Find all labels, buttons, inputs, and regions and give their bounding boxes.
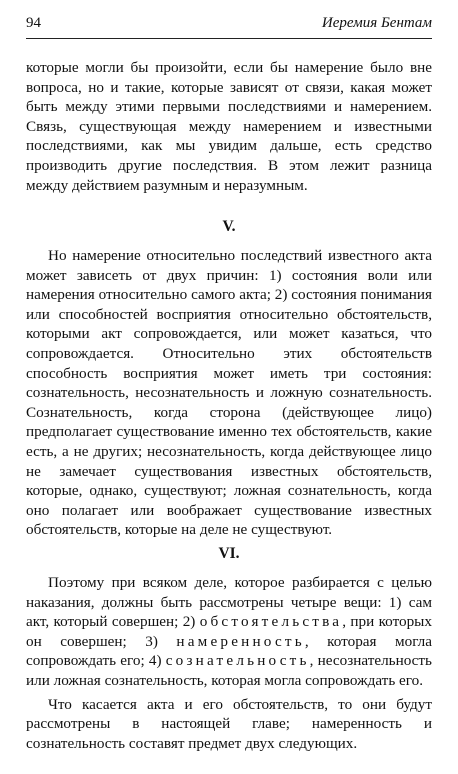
term-intentionality: намеренность bbox=[176, 632, 305, 650]
intro-paragraph-block bbox=[26, 58, 432, 195]
section-vi-p1-part2: , при которых он совершен; 3) bbox=[26, 613, 432, 650]
section-vi-p1-part4: , несознательность или ложная сознательность, которая могла сопровождать его. bbox=[26, 652, 432, 689]
section-vi-p1-part3: , которая могла сопровождать его; 4) bbox=[26, 632, 432, 670]
section-vi-heading: VI. bbox=[218, 545, 240, 562]
intro-paragraph: которые могли бы произойти, если бы намерение было вне вопроса, но и такие, которые зависят от связи, какая может быть между этими первыми последствиями и намерением. Связь, существующая между намерением и известными последствиями, как мы увидим дальше, есть средство производить другие последствия. В этом лежит разница между действием разумным и неразумным. bbox=[26, 59, 432, 194]
section-v-block bbox=[26, 246, 432, 540]
page-number: 94 bbox=[26, 15, 41, 31]
section-vi-paragraph-2: Что касается акта и его обстоятельств, то они будут рассмотрены в настоящей главе; намеренность и сознательность составят предмет двух следующих. bbox=[26, 695, 432, 752]
section-vi-p1-part1: Поэтому при всяком деле, которое разбирается с целью наказания, должны быть рассмотрены четыре вещи: 1) сам акт, который совершен; 2) bbox=[26, 574, 432, 631]
term-consciousness: сознательность bbox=[165, 652, 310, 670]
running-head bbox=[26, 14, 432, 39]
running-title: Иеремия Бентам bbox=[321, 15, 432, 31]
section-v-paragraph: Но намерение относительно последствий известного акта может зависеть от двух причин: 1) состояния воли или намерения относительно самого акта; 2) состояния понимания или способностей восприятия относительно обстоятельств, которыми акт сопровождается, или может казаться, что сопровождается. Относительно этих обстоятельств способность восприятия может иметь три состояния: сознательность, несознательность и ложную сознательность. Сознательность, когда сторона (действующее лицо) предполагает существование именно тех обстоятельств, какие есть, а не других; несознательность, когда действующее лицо не замечает существования известных обстоятельств, которые, однако, существуют; ложная сознательность, когда оно полагает или воображает существование известных обстоятельств, которые на деле не существуют. bbox=[26, 247, 432, 539]
section-vi-block bbox=[26, 573, 432, 753]
book-page bbox=[26, 0, 432, 774]
term-circumstances: обстоятельства bbox=[199, 613, 343, 631]
section-vi-paragraph-1 bbox=[26, 573, 432, 691]
section-v-heading: V. bbox=[222, 218, 236, 235]
